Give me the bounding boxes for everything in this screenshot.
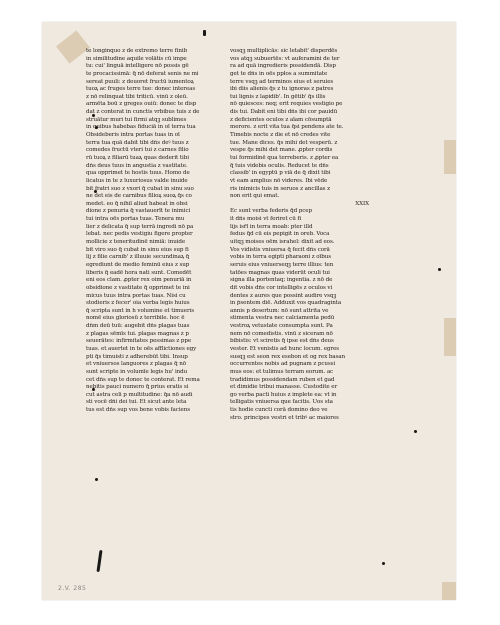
left-column-line: armēta boū z greges ouiū: donec te disp <box>86 101 197 108</box>
hinge-tape-bottom-right <box>442 582 456 600</box>
right-column-line: seruis eius vniuerseqꝫ terre illius: ten <box>230 261 334 268</box>
ink-mark-top <box>203 30 206 36</box>
right-column-line: dis tui. Dabit eni tibi dñs ibi cor pauidū <box>230 109 338 116</box>
left-column-line: obsidione z vastitate q̄ opprimet te ini <box>86 284 190 291</box>
right-column-line: go verba pacti huius z implete ea: vt in <box>230 391 337 398</box>
right-column-line: vos atqꝫ subuertēs: vt auferamini de ter <box>230 55 340 62</box>
right-column-line: vosqꝫ multiplicās: sic letabit' disperdēs <box>230 48 338 54</box>
left-column-line: medet. eo q̄ nihil aliud habeat in obsi <box>86 200 188 207</box>
left-column-line: et vniuersos languores z plagas q̄ nō <box>86 361 186 368</box>
text-column-left <box>86 48 231 415</box>
text-column-right <box>230 48 375 422</box>
right-column-line: vestroꝝ vetustate consumpta sunt. Pa <box>230 323 333 330</box>
left-column-line: terra tua quā dabit tibi dñs deꝰ tuus z <box>86 139 189 146</box>
right-column-line: non erit qui emat. <box>230 193 280 200</box>
right-column-line: tatōes magnas quas viderūt oculi tui <box>230 269 330 276</box>
left-column-line: z plagas sēmīs tui. plagas magnas z p <box>86 330 189 337</box>
left-column-line: sti vocē dñi dei tui. Et sicut ante leta <box>86 399 187 406</box>
right-column-line: tue. Mane dices. q̄s mihi det vesperū. z <box>230 139 338 146</box>
left-column-line: sunt scripte in volumīe legis hu' indu <box>86 368 188 375</box>
right-column-line: q̄ tuis videbis oculis. Reducet te dñs <box>230 162 329 169</box>
right-column-line: mus eos: et tulimus terram eorum. ac <box>230 368 334 375</box>
right-column-line: ra ad quā ingredieris possidendā. Disp <box>230 63 336 70</box>
right-column-line: nem nō comedistis. vinū z siceram nō <box>230 330 333 337</box>
left-column-line: tuas. et auertet in te oēs afflictiones egy <box>86 345 197 352</box>
right-column-line: vespe q̄s mihi det mane. ꝓpter cordis <box>230 147 333 154</box>
right-column-line: XXIX <box>355 200 369 207</box>
right-column-line: tis hodie cuncti corā domino deo ve <box>230 407 328 414</box>
right-column-line: susqꝫ est seon rex esebon et og rex basan <box>230 353 346 360</box>
left-column-line: dat z conterat in cunctis vrbibus tuis z de <box>86 109 200 116</box>
left-column-line: struātur muri tui firmi atqꝫ sublimes <box>86 116 187 123</box>
left-column-line: dñs deus tuus in angustia z vastitate. <box>86 162 188 169</box>
left-column-line: stodieris z fecer' oia verba legis huius <box>86 300 190 307</box>
right-column-line: vester. Et venistis ad hunc locum. egres <box>230 345 339 352</box>
left-column-line: licatus in te z luxuriosus valde inuide <box>86 177 188 184</box>
left-column-line: q̄ scripta sunt in h volumine et timueris <box>86 307 195 314</box>
right-column-line: vt eam amplius nō videres. Ibi vēde <box>230 177 328 184</box>
right-column-line: Timebis nocte z die et nō credes vite <box>230 132 331 139</box>
right-column-line: classib' in egyptū p viā de q̄ dixit tibi <box>230 170 331 177</box>
right-column-line: vobis in terra egipti pharaoni z oībus <box>230 254 332 261</box>
left-column-line: cut astra celi p multitudine: q̄a nō audi <box>86 391 193 398</box>
right-column-line: it dñs moisi vt feriret cū fi <box>230 216 302 223</box>
left-column-line: nebitis pauci numero q̄ prius eratis si <box>86 384 189 391</box>
right-column-line: lijs isr̄l in terra moab: pter illd <box>230 223 313 230</box>
left-column-line: dñm deū tuū: augebit dñs plagas tuas <box>86 323 190 330</box>
right-column-line: fedus q̄d cū eis pepigit in oreb. Voca <box>230 231 330 238</box>
left-column-line: in similitudine aquile volātis cū impe <box>86 55 187 62</box>
left-column-line: comedes fructū vteri tui z carnes filio <box>86 147 189 154</box>
left-column-line: mollicie z teneritudinē nimiā: inuide <box>86 239 186 246</box>
right-column-line: uitqꝫ moises oēm israhel: dixit ad eos. <box>230 239 335 246</box>
left-column-line: lij z filie carnib' z illuuie secundinaꝝ q̄ <box>86 254 190 261</box>
right-column-line: ris inimicis tuis in seruos z ancillas z <box>230 185 330 192</box>
pencil-annotation: 2.V. 285 <box>58 585 87 592</box>
left-column-line: micus tuus intra portas tuas. Nisi cu <box>86 292 186 299</box>
right-column-line: dit vobis dñs cor intelligēs z oculos vi <box>230 284 333 291</box>
right-column-line: signa illa portentaq; ingentia. z nō de <box>230 277 333 284</box>
left-column-line: lier z delicata q̄ sup terrā ingredi nō pa <box>86 223 194 230</box>
left-column-line: bit viro suo q̄ cubat in sinu eius sup fi <box>86 246 189 253</box>
hinge-tape-right-middle <box>444 318 456 356</box>
ink-stroke-bottom-left <box>96 550 102 572</box>
right-column-line: stro. principes vestri et tribꝰ ac maiores <box>230 414 339 421</box>
ink-spot-right-2 <box>414 430 417 433</box>
left-column-line: liberis q̄ eadē hora nati sunt. Comedēt <box>86 269 192 276</box>
right-column-line: tradidimus possidendam ruben et gad <box>230 376 335 383</box>
right-column-line: terre vsqꝫ ad terminos eius et seruies <box>230 78 334 85</box>
left-column-line: nomē eius gloriosū z terribile. hoc ē <box>86 315 185 322</box>
left-column-line: bit fratri suo z vxori q̄ cubat in sinu suo <box>86 185 194 192</box>
right-column-line: ibi diis alienis q̄s z tu ignoras z patres <box>230 86 334 93</box>
left-column-line: lebat. nec pedis vestigiu figere propter <box>86 231 193 238</box>
left-column-line: egrediunt̄ de medio feminū eius z sup <box>86 261 190 268</box>
right-column-line: Vos vidistis vniuersa q̄ fecit dñs corā <box>230 246 330 253</box>
left-column-line: sereat puuli: z deuoret fructū iumentoꝝ <box>86 78 194 85</box>
left-column-line: seuerātes: infirmitates pessimas z ppe <box>86 338 192 345</box>
left-column-line: tus est dñs sup vos bene vobis faciens <box>86 407 190 414</box>
left-column-line: z nō relinquat tibi triticū. vinū z oleū. <box>86 93 188 100</box>
left-column-line: dione z penuria q̄ vastauerīt te inimici <box>86 208 191 215</box>
hinge-tape-top-left <box>56 30 90 63</box>
right-column-line: in ṗsentem diē. Adduxit vos quadraginta <box>230 300 342 307</box>
left-column-line: cet dñs sup te donec te conterat. Et rema <box>86 376 200 383</box>
left-column-line: pti q̄s timuisti z adherebūt tibi. Insup <box>86 353 188 360</box>
left-column-line: tu: cui' linguā intelligere nō possis gē <box>86 63 189 70</box>
right-column-line: occurrentes nobis ad pugnam z pcussi <box>230 361 336 368</box>
right-column-line: stimenta vestra nec calciamenta pedū <box>230 315 335 322</box>
right-column-line: z deficientes oculos z aīam cōsumptā <box>230 116 332 123</box>
right-column-line: telligatis vniuersa que facitis. Uos sta <box>230 399 333 406</box>
left-column-line: in quibus habebas fiduciā in oī terra tua <box>86 124 196 131</box>
right-column-line: nō quiesces: neq; erit requies vestigio pe <box>230 101 343 108</box>
left-column-line: ne det eis de carnibus filioꝝ suoꝝ q̄s co <box>86 193 192 200</box>
right-column-line: get te dñs in oēs ppłos a summitate <box>230 70 328 77</box>
right-column-line: et dimidie tribui manasse. Custodite er <box>230 384 338 391</box>
ink-spot-bottom-right <box>382 562 385 565</box>
left-column-line: tui intra oēs portas tuas. Tenera mu <box>86 216 185 223</box>
right-column-line: tui lignis z lapidib'. In gētib' q̄s illis <box>230 93 326 100</box>
left-column-line: te procacissimā: q̄ nō deferat senis ne mi <box>86 70 199 77</box>
left-column-line: qua opprimet te hostis tuus. Homo de <box>86 170 190 177</box>
right-column-line: tui formidinē qua terreberis. z ꝓpter ea <box>230 154 339 161</box>
left-column-line: eni eos clam. ꝓpter rex oim penuriā in <box>86 277 192 284</box>
left-column-line: Obsideberis intra portas tuas in oī <box>86 132 180 139</box>
right-column-line: annis p desertum: nō sunt attrita ve <box>230 307 329 314</box>
right-column-line: dentes z aures que possint audire vsqꝫ <box>230 292 337 299</box>
left-column-line: te longinquo z de extremo terre finib <box>86 48 188 54</box>
left-column-line: tuoꝝ ac fruges terre tue: donec intereas <box>86 86 196 93</box>
hinge-tape-right-upper <box>444 140 456 174</box>
right-column-line: Ec sunt verba federis q̄d pcep <box>230 208 312 215</box>
right-column-line: merore. z erit vita tua q̄si pendens ate te. <box>230 124 344 131</box>
ink-spot-right-1 <box>438 268 441 271</box>
left-column-line: rū tuoꝝ z filiarū tuaꝝ quas dederit tibi <box>86 154 189 161</box>
ink-spot-left-5 <box>95 478 98 481</box>
right-column-line: bibistis: vt sciretis q̄ ipse est dñs deus <box>230 338 334 345</box>
